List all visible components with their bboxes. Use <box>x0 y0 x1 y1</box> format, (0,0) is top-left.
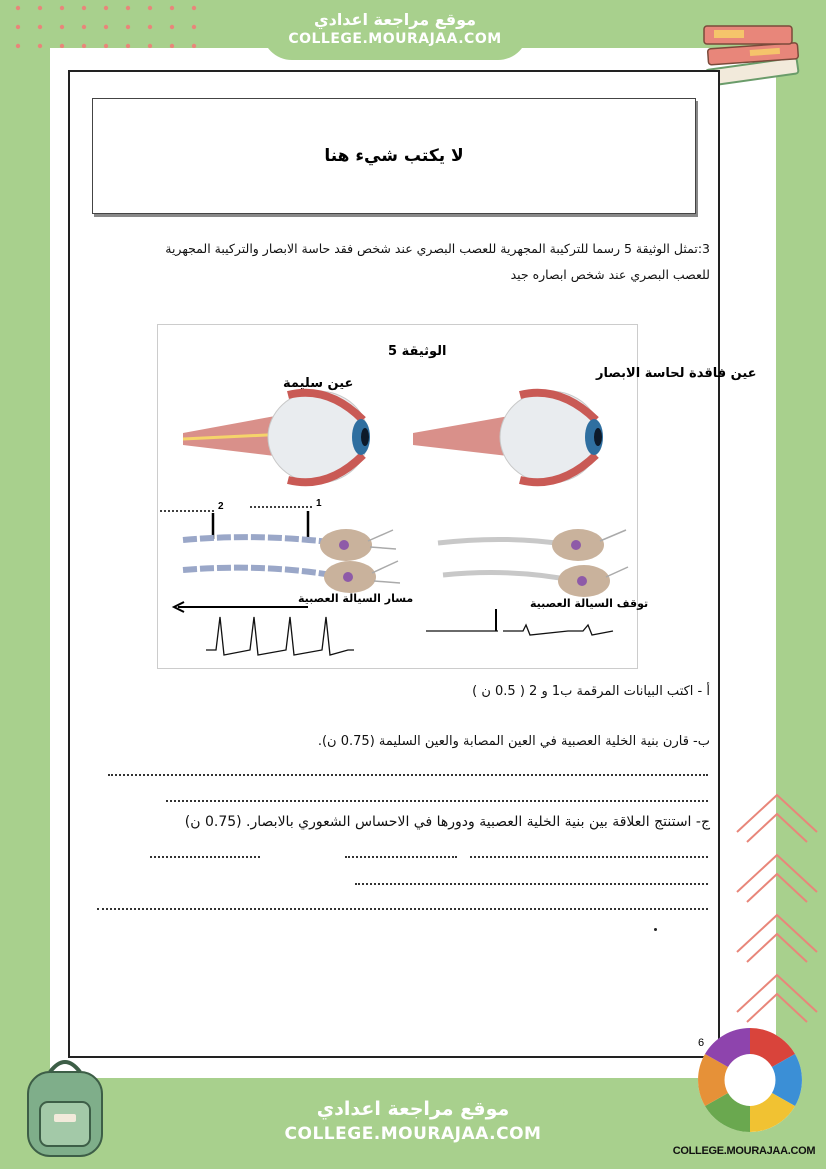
logo-caption: COLLEGE.MOURAJAA.COM <box>672 1145 816 1157</box>
chevron-decoration-icon <box>732 790 822 1040</box>
question-intro <box>120 236 710 288</box>
footer-banner <box>262 1078 564 1169</box>
page-number: 6 <box>698 1037 705 1049</box>
flat-trace <box>426 625 613 635</box>
answer-line[interactable] <box>470 856 708 858</box>
flow-path-label: مسار السيالة العصبية <box>298 592 414 605</box>
action-potentials-trace <box>206 617 354 655</box>
document-5-figure <box>157 324 757 669</box>
label-1: 1 <box>316 498 322 509</box>
answer-line[interactable] <box>150 856 260 858</box>
dot-mark <box>654 928 657 931</box>
answer-line[interactable] <box>355 883 708 885</box>
backpack-icon <box>10 1052 120 1162</box>
figure-illustration <box>158 325 757 668</box>
question-part-a: أ - اكتب البيانات المرقمة ب1 و 2 ( 0.5 ن ) <box>472 684 710 699</box>
footer-site-arabic: موقع مراجعة اعدادي <box>316 1098 510 1120</box>
answer-line[interactable] <box>108 774 708 776</box>
question-intro-line2: للعصب البصري عند شخص ابصاره جيد <box>510 267 710 282</box>
footer-site-url[interactable]: COLLEGE.MOURAJAA.COM <box>284 1124 542 1144</box>
question-part-c: ج- استنتج العلاقة بين بنية الخلية العصبية ودورها في الاحساس الشعوري بالابصار. (0.75 ن) <box>184 814 710 830</box>
flow-stop-label: توقف السيالة العصبية <box>530 597 649 610</box>
header-banner <box>262 0 528 60</box>
header-site-arabic: موقع مراجعة اعدادي <box>313 10 477 29</box>
blind-eye-label: عين فاقدة لحاسة الابصار <box>596 366 757 381</box>
no-write-box <box>92 98 696 214</box>
blind-neurons <box>438 529 628 597</box>
healthy-eye-label: عين سليمة <box>283 376 354 391</box>
label-2: 2 <box>218 501 224 512</box>
answer-line[interactable] <box>97 908 708 910</box>
healthy-eye-drawing <box>183 391 370 483</box>
question-part-b: ب- قارن بنية الخلية العصبية في العين المصابة والعين السليمة (0.75 ن). <box>317 734 710 749</box>
question-intro-line1: 3:تمثل الوثيقة 5 رسما للتركيبة المجهرية للعصب البصري عند شخص فقد حاسة الابصار والتركيبة المجهرية <box>165 241 710 256</box>
blind-eye-drawing <box>413 391 603 483</box>
figure-title: الوثيقة 5 <box>388 344 447 359</box>
healthy-neurons <box>183 529 400 593</box>
answer-line[interactable] <box>345 856 457 858</box>
no-write-text: لا يكتب شيء هنا <box>324 146 464 166</box>
college-logo-icon <box>690 1020 810 1140</box>
answer-line[interactable] <box>166 800 708 802</box>
header-site-url[interactable]: COLLEGE.MOURAJAA.COM <box>288 31 502 47</box>
